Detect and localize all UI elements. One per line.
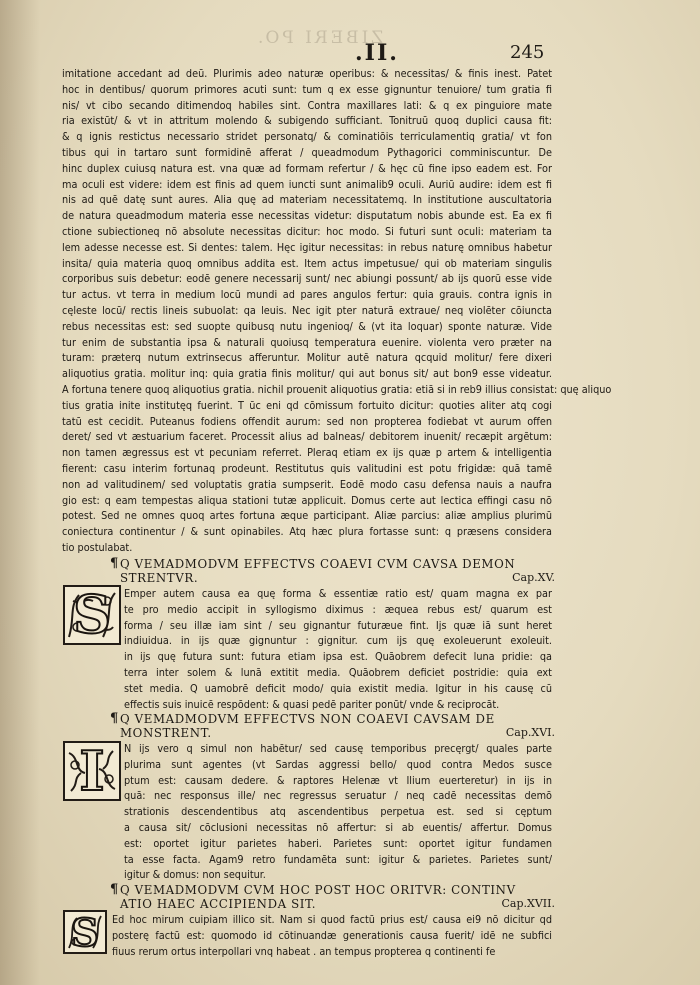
pilcrow-icon: ¶ (110, 556, 119, 571)
text-line: A fortuna tenere quoq aliquotius gratia. nichil prouenit aliquotius gratia: etiā si in reb9 illius consistat: quę aliquo (62, 382, 612, 396)
text-line: effectis suis inuicē respōdent: & quasi pedē pariter ponūt/ vnde & reciprocāt. (124, 697, 500, 711)
text-block-chapter-17 (112, 912, 552, 959)
text-line: cęleste locū/ rectis lineis subuolat: qa leuis. Nec igit pter naturā extraue/ neq violēter cōiuncta (62, 303, 552, 317)
text-line: Emper autem causa ea quę forma & essentiæ ratio est/ quam magna ex par (124, 587, 552, 600)
text-line: fierent: casu interim fortunaq prodeunt. Restitutus quis valitudini est potu frigidæ: quā tamē (62, 461, 552, 475)
text-block-chapter-15 (124, 586, 552, 712)
text-line: imitatione accedant ad deū. Plurimis adeo naturæ operibus: & necessitas/ & finis inest. Patet (62, 67, 552, 80)
text-line: fiuus rerum ortus interpollari vnq habeat . an tempus propterea q continenti fe (112, 944, 496, 958)
text-line: nis ad quē datę sunt aures. Alia quę ad materiam necessitatemq. In institutione auscultatoria (62, 193, 552, 207)
text-line: est: oportet igitur parietes haberi. Parietes sunt: oportet igitur fundamen (124, 836, 552, 850)
heading-line: ATIO HAEC ACCIPIENDA SIT. (120, 897, 317, 911)
text-line: ma oculi est videre: idem est finis ad quem iuncti sunt animalib9 oculi. Auriū audire: idem est fi (62, 177, 552, 191)
text-line: tatū est cecidit. Puteanus fodiens offendit aurum: sed non propterea fodiebat vt aurum offen (62, 414, 552, 428)
text-line: in ijs quę futura sunt: futura etiam ipsa est. Quāobrem defecit luna pridie: qa (124, 650, 552, 664)
running-title: .II. (355, 40, 399, 66)
text-line: indiuidua. in ijs quæ gignuntur : gignitur. cum ijs quę exoleuerunt exoleuit. (124, 634, 552, 648)
text-line: deret/ sed vt æstuarium faceret. Processit alius ad balneas/ debitorem inuenit/ recæpit argētum: (62, 430, 552, 444)
text-line: strationis descendentibus atq ascendentibus perpetua est. sed si cęptum (124, 805, 552, 819)
text-line: tius gratia inite institutęq fuerint. T ūc eni qd cōmissum fortuito dicitur: quoties aliter atq cogi (62, 398, 552, 412)
text-line: Ed hoc mirum cuipiam illico sit. Nam si quod factū prius est/ causa ei9 nō dicitur qd (112, 913, 552, 926)
text-line: ta esse facta. Agam9 retro fundamēta sunt: igitur & parietes. Parietes sunt/ (124, 852, 552, 866)
text-line: rebus necessitas est: sed suopte quibusq nutu ingenioq/ & (vt ita loquar) sponte naturæ. Vide (62, 319, 552, 333)
text-line: tio postulabat. (62, 540, 133, 554)
heading-line: Q VEMADMODVM CVM HOC POST HOC ORITVR: CONTINV (120, 883, 516, 897)
text-line: non ad valitudinem/ sed voluptatis gratia sumpserit. Eodē modo casu defensa nauis a naufra (62, 477, 552, 491)
decorated-initial-s (63, 585, 121, 645)
chapter-heading-16 (110, 711, 555, 740)
chapter-number: Cap.XV. (512, 571, 555, 584)
text-line: a causa sit/ cōclusioni necessitas nō affertur: si ab euentis/ affertur. Domus (124, 820, 552, 834)
initial-letter: S (73, 584, 111, 646)
pilcrow-icon: ¶ (110, 882, 119, 897)
text-line: terra inter solem & lunā extitit media. Quāobrem deficiet postridie: quia ext (124, 665, 552, 679)
text-line: tur actus. vt terra in medium locū mundi ad pares angulos fertur: quia grauis. contra ignis in (62, 288, 552, 302)
text-line: stet media. Q uamobrē deficit modo/ quia existit media. Igitur in his causę cū (124, 681, 552, 695)
text-line: ctione subiectioneq nō absolute necessitas dicitur: hoc modo. Si futuri sunt oculi: materiam ta (62, 224, 552, 238)
text-line: & q ignis restictus necessario stridet personatq/ & cominatiōis terriculamentiq gratia/ vt fon (62, 130, 552, 144)
text-block-chapter-16 (124, 741, 552, 883)
text-block-main (62, 66, 612, 556)
text-line: turam: præterq nutum extrinsecus afferuntur. Molitur autē natura qcquid molitur/ fere dixeri (62, 351, 552, 365)
pilcrow-icon: ¶ (110, 711, 119, 726)
chapter-heading-15 (110, 556, 555, 585)
text-line: aliquotius gratia. molitur inq: quia gratia finis molitur/ qui aut bonus sit/ aut bon9 esse videatur. (62, 367, 552, 381)
text-line: gio est: q eam tempestas aliqua stationi tutæ applicuit. Domus certe aut lectica effingi casu nō (62, 493, 552, 507)
text-line: forma / seu illæ iam sint / seu gignantur futuræue fint. Ijs quæ iā sunt heret (124, 618, 552, 632)
text-line: non tamen ægressus est vt pecuniam referret. Pleraq etiam ex ijs quæ p artem & intelligentia (62, 446, 552, 460)
text-line: ria existūt/ & vt in attritum molendo & subigendo sufficiant. Tonitruū quoq duplici causa fit: (62, 114, 552, 128)
bleed-through-text: ZIBERI PO. (255, 28, 384, 48)
text-line: te pro medio accipit in syllogismo diximus : æquea rebus est/ quarum est (124, 602, 552, 616)
text-line: de natura queadmodum materia esse necessitas videtur: disputatum nobis abunde est. Ea ex fi (62, 209, 552, 223)
gutter-shadow (0, 0, 40, 985)
text-line: corporibus suis debetur: eodē genere necessarij sunt/ nec abiungi possunt/ ab ijs quorū esse vide (62, 272, 552, 286)
chapter-number: Cap.XVII. (501, 897, 555, 910)
decorated-initial-i (63, 741, 121, 801)
page-number: 245 (510, 42, 545, 63)
initial-letter: I (79, 739, 105, 803)
text-line: insita/ quia materia quoq omnibus addita est. Item actus impetusue/ qui ob materiam singulis (62, 256, 552, 270)
text-line: potest. Sed ne omnes quoq artes fortuna æque participant. Aliæ parcius: aliæ amplius plurimū (62, 509, 552, 523)
text-line: hoc in dentibus/ quorum primores acuti sunt: tum q ex esse gignuntur tenuiore/ tum gratia fi (62, 82, 552, 96)
initial-letter: S (71, 909, 99, 955)
text-line: coniectura continentur / & sunt opinabiles. Atq hæc plura fortasse sunt: q præsens considera (62, 525, 552, 539)
text-line: tibus qui in tartaro sunt formidinē afferat / queadmodum Pythagorici comminiscuntur. De (62, 145, 552, 159)
text-line: N ijs vero q simul non habētur/ sed causę temporibus precęrgt/ quales parte (124, 742, 552, 755)
text-line: posterę factū est: quomodo id cōtinuandæ generationis causa fuerit/ idē ne subfici (112, 928, 552, 942)
text-line: ptum est: causam dedere. & raptores Helenæ vt Ilium euerteretur) in ijs in (124, 773, 552, 787)
text-line: igitur & domus: non sequitur. (124, 868, 266, 882)
text-line: hinc duplex cuiusq natura est. vna quæ ad formam refertur / & hęc cū fine ipso eadem est. For (62, 161, 552, 175)
text-line: lem adesse necesse est. Si dentes: talem. Hęc igitur necessitas: in rebus naturę omnibus habetur (62, 240, 552, 254)
chapter-heading-17 (110, 882, 555, 911)
page-header (0, 40, 700, 66)
text-line: quā: nec responsus ille/ nec regressus seruatur / neq cadē necessitas demō (124, 789, 552, 803)
text-line: tur enim de substantia ipsa & naturali quoiusq temperatura euenire. violenta vero præter na (62, 335, 552, 349)
heading-line: MONSTRENT. (120, 726, 212, 740)
heading-line: Q VEMADMODVM EFFECTVS COAEVI CVM CAVSA DEMON (120, 557, 516, 571)
heading-line: Q VEMADMODVM EFFECTVS NON COAEVI CAVSAM DE (120, 712, 495, 726)
heading-line: STRENTVR. (120, 571, 199, 585)
text-line: nis/ vt cibo secando ditimendoq habiles sint. Contra maxillares lati: & q ex pinguiore mate (62, 98, 552, 112)
decorated-initial-s (63, 910, 107, 954)
text-line: plurima sunt agentes (vt Sardas aggressi bello/ quod contra Medos susce (124, 757, 552, 771)
chapter-number: Cap.XVI. (505, 726, 555, 739)
